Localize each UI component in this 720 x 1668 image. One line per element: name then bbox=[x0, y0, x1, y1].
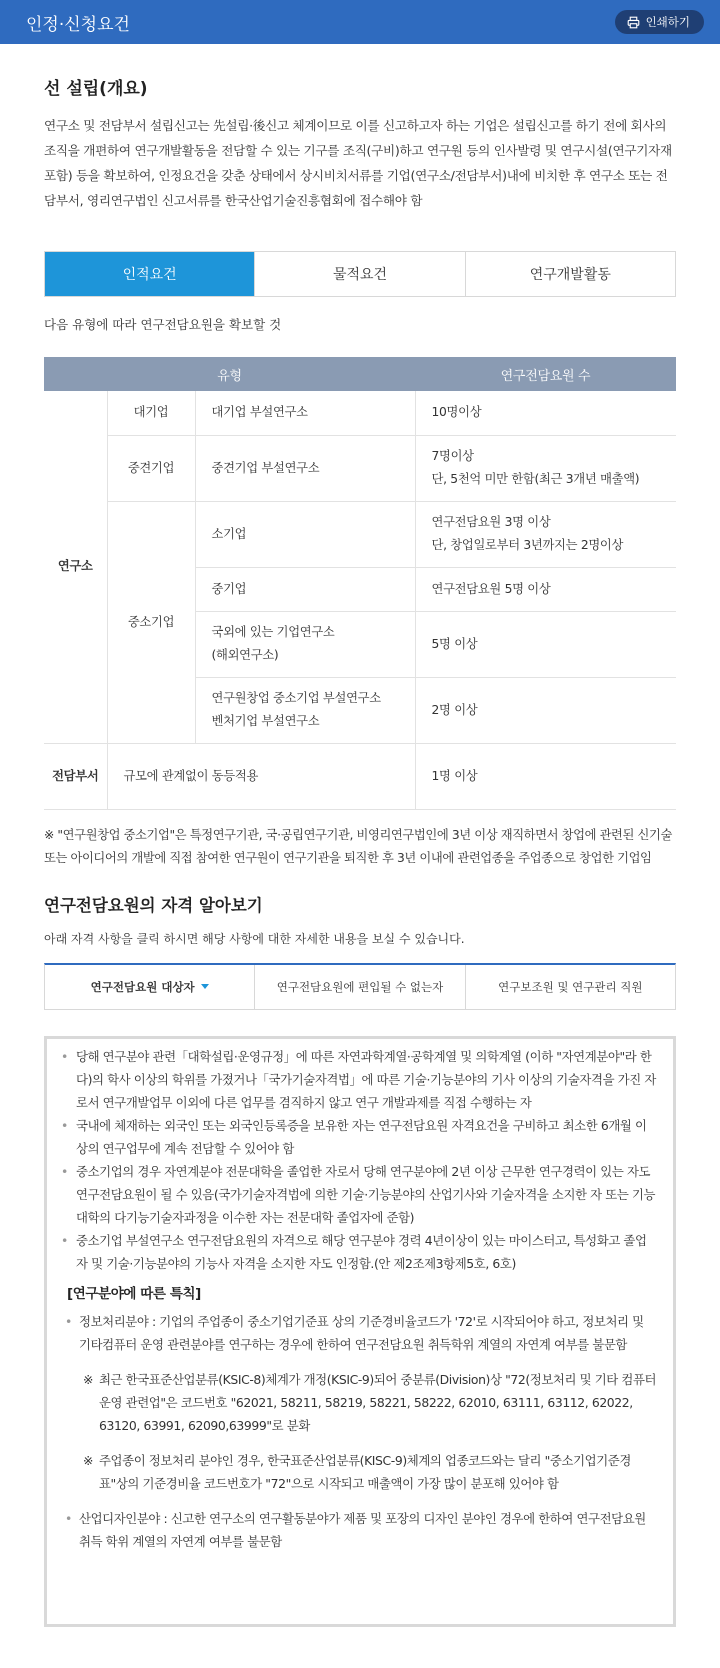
top-bar bbox=[0, 0, 720, 44]
list-item bbox=[61, 1045, 657, 1114]
tab-ineligible-researcher[interactable]: 연구전담요원에 편입될 수 없는자 bbox=[254, 965, 464, 1009]
print-button[interactable] bbox=[615, 10, 704, 34]
type-cell: 중견기업 부설연구소 bbox=[195, 435, 415, 501]
tab-rnd-activity[interactable]: 연구개발활동 bbox=[465, 252, 675, 296]
bullet-icon: • bbox=[61, 1163, 68, 1179]
list-item-text: 중소기업 부설연구소 연구전담요원의 자격으로 해당 연구분야 경력 4년이상이 있는 마이스터고, 특성화고 졸업자 및 기술·기능분야의 기능사 자격을 소지한 자도 인정함.(안 제2조제3항제5호, 6호) bbox=[76, 1232, 647, 1271]
count-line: 단, 5천억 미만 한함(최근 3개년 매출액) bbox=[431, 472, 640, 486]
count-cell bbox=[415, 501, 676, 567]
type-cell: 대기업 부설연구소 bbox=[195, 391, 415, 435]
tab-physical[interactable]: 물적요건 bbox=[254, 252, 464, 296]
page-title: 인정·신청요건 bbox=[26, 14, 130, 35]
header-count: 연구전담요원 수 bbox=[415, 357, 676, 391]
overview-title: 선 설립(개요) bbox=[44, 79, 148, 99]
type-line: 국외에 있는 기업연구소 bbox=[211, 625, 335, 639]
list-item bbox=[61, 1507, 657, 1553]
tab-label: 연구전담요원 대상자 bbox=[90, 979, 195, 994]
list-item bbox=[61, 1160, 657, 1229]
caret-down-icon bbox=[201, 984, 209, 989]
count-cell: 5명 이상 bbox=[415, 611, 676, 677]
reference-note bbox=[61, 1368, 657, 1437]
header-type: 유형 bbox=[44, 357, 415, 391]
group-lab: 연구소 bbox=[44, 391, 107, 743]
bullet-icon: • bbox=[65, 1313, 72, 1329]
category-cell: 중견기업 bbox=[107, 435, 195, 501]
bullet-icon: • bbox=[61, 1117, 68, 1133]
type-line: (해외연구소) bbox=[211, 648, 279, 662]
table-row bbox=[44, 501, 676, 567]
table-row bbox=[44, 743, 676, 809]
bullet-icon: • bbox=[61, 1048, 68, 1064]
qualification-detail-panel bbox=[44, 1036, 676, 1627]
overview-body: 연구소 및 전담부서 설립신고는 先설립·後신고 체계이므로 이를 신고하고자 하는 기업은 설립신고를 하기 전에 회사의 조직을 개편하여 연구개발활동을 전담할 수 있는 기구를 조직(구비)하고 연구원 등의 인사발령 및 연구시설(연구기자재 포함) 등을 확보하여, 인정요건을 갖춘 상태에서 상시비치서류를 기업(연구소/전담부서)내에 비치한 후 연구소 또는 전담부서, 영리연구법인 신고서류를 한국산업기술진흥협회에 접수해야 함 bbox=[44, 118, 672, 208]
bullet-icon: • bbox=[61, 1232, 68, 1248]
note-mark: ※ bbox=[83, 1371, 93, 1387]
list-item bbox=[61, 1114, 657, 1160]
tab-personnel[interactable]: 인적요건 bbox=[45, 252, 254, 296]
qualification-note: 아래 자격 사항을 클릭 하시면 해당 사항에 대한 자세한 내용을 보실 수 있습니다. bbox=[44, 931, 465, 946]
category-cell: 중소기업 bbox=[107, 501, 195, 743]
requirement-table bbox=[44, 357, 676, 810]
list-item bbox=[61, 1229, 657, 1275]
count-line: 7명이상 bbox=[431, 449, 474, 463]
table-row bbox=[44, 435, 676, 501]
footnote: ※ "연구원창업 중소기업"은 특정연구기관, 국·공립연구기관, 비영리연구법인에 3년 이상 재직하면서 창업에 관련된 신기술 또는 아이디어의 개발에 직접 참여한 연구원이 연구기관을 퇴직한 후 3년 이내에 관련업종을 주업종으로 창업한 기업임 bbox=[44, 827, 672, 865]
list-item-text: 중소기업의 경우 자연계분야 전문대학을 졸업한 자로서 당해 연구분야에 2년 이상 근무한 연구경력이 있는 자도 연구전담요원이 될 수 있음(국가기술자격법에 의한 기술·기능분야의 산업기사와 기술자격을 소지한 자 또는 기능대학의 다기능기술자과정을 이수한 자는 전문대학 졸업자에 준함) bbox=[76, 1163, 656, 1225]
list-item-text: 정보처리분야 : 기업의 주업종이 중소기업기준표 상의 기준경비율코드가 '72'로 시작되어야 하고, 정보처리 및 기타컴퓨터 운영 관련분야를 연구하는 경우에 한하여 연구전담요원 취득학위 계열의 자연계 여부를 불문함 bbox=[79, 1313, 644, 1352]
reference-note bbox=[61, 1449, 657, 1495]
count-cell: 2명 이상 bbox=[415, 677, 676, 743]
printer-icon bbox=[627, 16, 640, 29]
type-line: 벤처기업 부설연구소 bbox=[211, 714, 320, 728]
count-cell: 연구전담요원 5명 이상 bbox=[415, 567, 676, 611]
count-cell bbox=[415, 435, 676, 501]
print-label: 인쇄하기 bbox=[645, 15, 690, 29]
count-line: 연구전담요원 3명 이상 bbox=[431, 515, 551, 529]
qualification-tabs bbox=[44, 963, 676, 1010]
type-cell: 중기업 bbox=[195, 567, 415, 611]
type-line: 연구원창업 중소기업 부설연구소 bbox=[211, 691, 381, 705]
special-rules-title: [연구분야에 따른 특칙] bbox=[67, 1285, 201, 1302]
count-line: 단, 창업일로부터 3년까지는 2명이상 bbox=[431, 538, 624, 552]
list-item-text: 산업디자인분야 : 신고한 연구소의 연구활동분야가 제품 및 포장의 디자인 분야인 경우에 한하여 연구전담요원 취득 학위 계열의 자연계 여부를 불문함 bbox=[79, 1510, 646, 1549]
count-cell: 10명이상 bbox=[415, 391, 676, 435]
type-cell: 규모에 관계없이 동등적용 bbox=[107, 743, 415, 809]
table-header-row bbox=[44, 357, 676, 391]
requirement-note: 다음 유형에 따라 연구전담요원을 확보할 것 bbox=[44, 317, 282, 332]
category-cell: 대기업 bbox=[107, 391, 195, 435]
list-item-text: 당해 연구분야 관련「대학설립·운영규정」에 따른 자연과학계열·공학계열 및 의학계열 (이하 "자연계분야"라 한다)의 학사 이상의 학위를 가졌거나「국가기술자격법」에 따른 기술·기능분야의 기사 이상의 기술자격을 가진 자로서 연구개발업무 이외에 다른 업무를 겸직하지 않고 연구 개발과제를 직접 수행하는 자 bbox=[76, 1048, 656, 1110]
type-cell: 소기업 bbox=[195, 501, 415, 567]
note-text: 최근 한국표준산업분류(KSIC-8)체계가 개정(KSIC-9)되어 중분류(Division)상 "72(정보처리 및 기타 컴퓨터운영 관련업"은 코드번호 "62021, 58211, 58219, 58221, 58222, 62010, 63111, 63112, 62022, 63120, 63991, 62090,63999"로 분화 bbox=[98, 1371, 657, 1433]
group-dept: 전담부서 bbox=[44, 743, 107, 809]
table-row bbox=[44, 391, 676, 435]
tab-assistant-staff[interactable]: 연구보조원 및 연구관리 직원 bbox=[465, 965, 675, 1009]
list-item-text: 국내에 체재하는 외국인 또는 외국인등록증을 보유한 자는 연구전담요원 자격요건을 구비하고 최소한 6개월 이상의 연구업무에 계속 전담할 수 있어야 함 bbox=[76, 1117, 647, 1156]
list-item bbox=[61, 1310, 657, 1356]
note-mark: ※ bbox=[83, 1452, 93, 1468]
requirement-tabs bbox=[44, 251, 676, 297]
note-text: 주업종이 정보처리 분야인 경우, 한국표준산업분류(KISC-9)체계의 업종코드와는 달리 "중소기업기준경표"상의 기준경비율 코드번호가 "72"으로 시작되고 매출액이 가장 많이 분포해 있어야 함 bbox=[98, 1452, 631, 1491]
count-cell: 1명 이상 bbox=[415, 743, 676, 809]
type-cell bbox=[195, 677, 415, 743]
bullet-icon: • bbox=[65, 1510, 72, 1526]
tab-eligible-researcher[interactable] bbox=[45, 965, 254, 1009]
type-cell bbox=[195, 611, 415, 677]
qualification-title: 연구전담요원의 자격 알아보기 bbox=[44, 895, 263, 915]
